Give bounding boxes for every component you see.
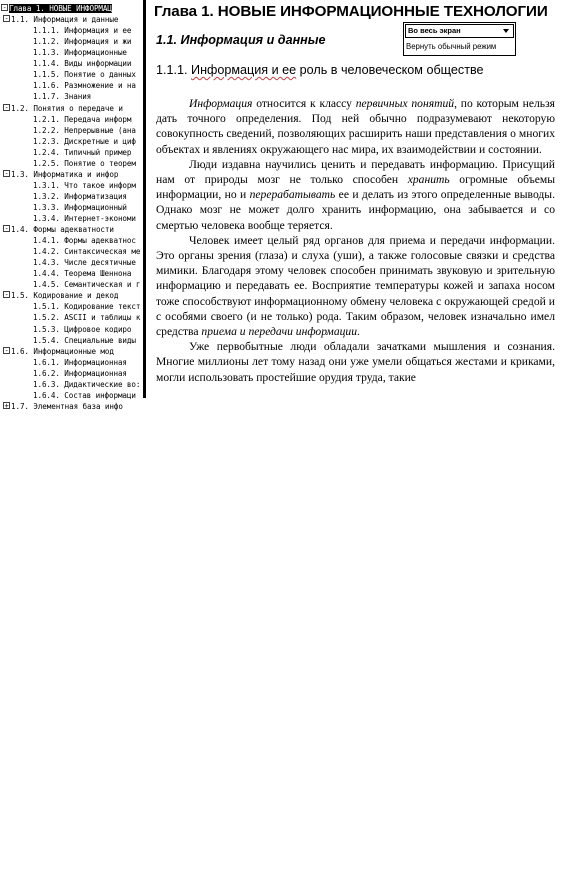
outline-item-label: 1.2.3. Дискретные и циф — [33, 136, 136, 146]
outline-item-label: 1.2.5. Понятие о теорем — [33, 158, 136, 168]
outline-item-label: 1.7. Элементная база инфо — [11, 401, 123, 411]
outline-item-label: 1.1.3. Информационные — [33, 48, 127, 58]
outline-item-label: 1.4.5. Семантическая и г — [33, 280, 141, 290]
outline-item-label: 1.2.2. Непрерывные (ана — [33, 125, 136, 135]
outline-item-label: 1.4.2. Синтаксическая мe — [33, 247, 141, 257]
outline-item-label: 1.1.6. Размножение и на — [33, 81, 136, 91]
outline-item-label: 1.5.1. Кодирование текст — [33, 302, 141, 312]
outline-item-label: 1.3.4. Интернет-экономи — [33, 214, 136, 223]
outline-item-label: 1.1.1. Информация и ее — [33, 26, 132, 36]
outline-item-label: 1.2.1. Передача информ — [33, 114, 132, 124]
outline-item-label: 1.4.3. Числе десятичные — [33, 258, 136, 268]
dropdown-arrow-icon[interactable] — [503, 29, 509, 33]
outline-item-label: 1.4. Формы адекватности — [11, 225, 114, 234]
document-pane — [146, 0, 566, 398]
expand-icon[interactable]: + — [4, 401, 9, 410]
collapse-icon[interactable]: - — [4, 169, 9, 178]
outline-item-label: 1.3.1. Что такое информ — [33, 180, 136, 190]
term-italic: перерабатывать — [249, 188, 336, 202]
body-text — [156, 96, 555, 385]
text-run: , по которым нельзя дать точного определения. Под ней обычно подразумевают некоторую совокупность сведений, позволяющих расширить наши представления о многих объектах и явлениях окружающего нас мира, их взаимодействии и состоянии. — [156, 97, 555, 156]
outline-item-label: 1.2. Понятия о передаче и — [11, 103, 123, 113]
outline-item-label: 1.3. Информатика и инфор — [11, 169, 119, 179]
outline-item-label: 1.3.2. Информатизация — [33, 191, 127, 201]
text-run: Люди издавна научились ценить и передавать информацию. Присущий нам от природы мозг не только способен — [156, 157, 555, 187]
outline-item[interactable] — [3, 401, 123, 413]
outline-item-label: 1.5.3. Цифровое кодиро — [33, 324, 132, 334]
collapse-icon[interactable]: - — [4, 15, 9, 24]
collapse-icon[interactable]: - — [2, 4, 7, 12]
section-title: 1.1. Информация и данные — [156, 33, 326, 47]
collapse-icon[interactable]: - — [4, 346, 9, 355]
collapse-icon[interactable]: - — [4, 225, 9, 233]
text-run: огромные объемы информации, но и — [156, 173, 556, 202]
outline-item-label: 1.1. Информация и данные — [11, 15, 119, 25]
paragraph-4 — [156, 339, 555, 385]
view-mode-select[interactable] — [405, 24, 514, 38]
outline-item-label: 1.1.4. Виды информации — [33, 59, 132, 69]
document-viewer — [0, 0, 566, 411]
outline-pane[interactable] — [0, 0, 143, 411]
paragraph-1 — [156, 96, 555, 157]
collapse-icon[interactable]: - — [4, 103, 9, 112]
subsection-number: 1.1.1. — [156, 63, 192, 77]
outline-item-label: Глава 1. НОВЫЕ ИНФОРМАЦ — [9, 4, 112, 13]
paragraph-2 — [156, 157, 555, 233]
term-italic: хранить — [407, 173, 450, 187]
text-run: Человек имеет целый ряд органов для приема и передачи информации. Это органы зрения (глаза) и слуха (уши), а также голосовые связки и средства мимики. Благодаря этому человек способен принимать звуковую и зрительную информацию и передавать ее. Восприятие температуры кожей и запаха носом тоже способствуют информационному обмену человека с окружающей средой и с особями своего (и не только) рода. Таким образом, человек изначально имел средства — [156, 233, 555, 339]
outline-item-label: 1.5. Кодирование и декод — [11, 291, 119, 301]
text-run: . — [357, 325, 360, 339]
term-italic: первичных понятий — [355, 97, 455, 110]
collapse-icon[interactable]: - — [4, 291, 9, 300]
text-run: относится к классу — [252, 97, 356, 110]
outline-item-label: 1.4.4. Теорема Шеннона — [33, 269, 132, 279]
outline-item-label: 1.1.7. Знания — [33, 92, 92, 102]
term-italic: приема и передачи информации — [201, 325, 358, 339]
outline-item-label: 1.1.5. Понятие о данных — [33, 70, 136, 80]
outline-item-label: 1.6.3. Дидактические во: — [33, 379, 141, 389]
outline-item-label: 1.3.3. Информационный — [33, 202, 127, 212]
restore-normal-mode-button[interactable]: Вернуть обычный режим — [406, 42, 497, 51]
view-mode-value: Во весь экран — [408, 26, 461, 35]
subsection-title — [156, 63, 484, 77]
outline-item-label: 1.6.1. Информационная — [33, 357, 127, 367]
term-italic: Информация — [189, 97, 253, 110]
outline-item-label: 1.5.2. ASCII и таблицы к — [33, 313, 141, 323]
outline-item-label: 1.1.2. Информация и жи — [33, 37, 132, 47]
paragraph-3 — [156, 233, 555, 339]
outline-item-label: 1.2.4. Типичный пример — [33, 147, 132, 157]
outline-item-label: 1.4.1. Формы адекватнос — [33, 236, 136, 246]
text-run: ее и делать из этого определенные выводы. Однако мозг не может долго хранить информацию, она забывается и со смертью человека вообще теряется. — [156, 188, 555, 232]
fullscreen-toolbar — [403, 22, 516, 56]
outline-item-label: 1.6.2. Информационная — [33, 368, 127, 378]
subsection-title-rest: роль в человеческом обществе — [296, 63, 484, 77]
chapter-title: Глава 1. НОВЫЕ ИНФОРМАЦИОННЫЕ ТЕХНОЛОГИИ — [154, 3, 548, 20]
subsection-underlined-text: Информация и ее — [191, 63, 297, 77]
outline-item-label: 1.5.4. Специальные виды — [33, 335, 136, 345]
text-run: Уже первобытные люди обладали зачатками мышления и сознания. Многие миллионы лет тому назад они уже умели общаться жестами и криками, могли использовать простейшие орудия труда, такие — [156, 340, 555, 384]
outline-item-label: 1.6. Информационные мод — [11, 346, 114, 356]
outline-item-label: 1.6.4. Состав информаци — [33, 390, 136, 400]
